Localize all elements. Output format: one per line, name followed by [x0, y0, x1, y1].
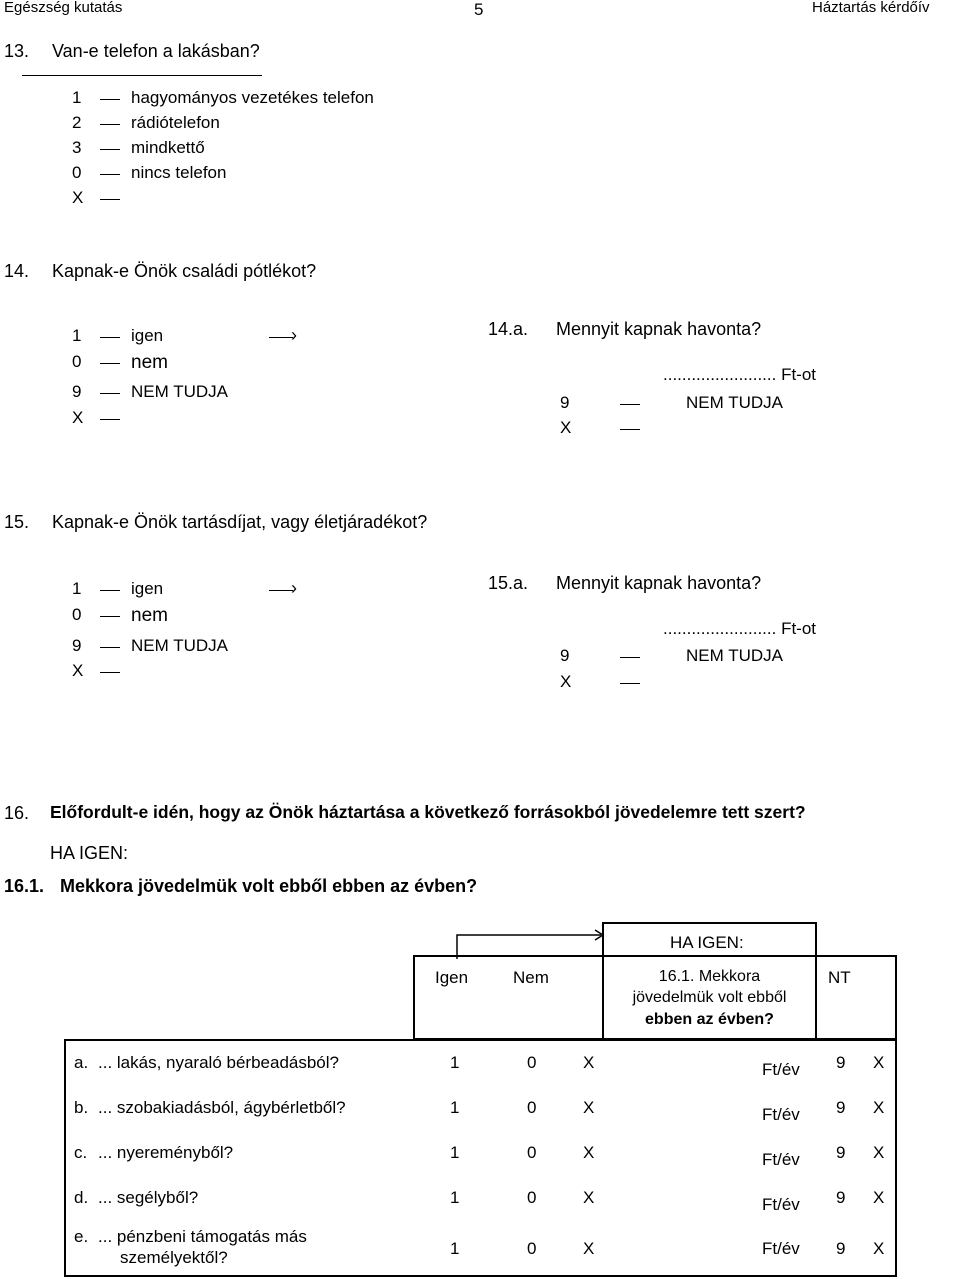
q14-option-code[interactable]: 1 [72, 326, 82, 345]
q15-option-label: nem [131, 605, 168, 626]
q15a-opt-code[interactable]: 9 [560, 646, 570, 665]
row-label: ... szobakiadásból, ágybérletből? [98, 1098, 346, 1117]
dash-mark [100, 124, 120, 125]
q13-option-code[interactable]: 1 [72, 88, 82, 107]
col-header-nem: Nem [513, 968, 549, 987]
q14-option-label: igen [131, 326, 164, 345]
q13-text: Van-e telefon a lakásban? [52, 41, 260, 61]
q14-option-label: nem [131, 352, 168, 373]
row-label: ... pénzbeni támogatás más [98, 1227, 307, 1246]
row-nt-x[interactable]: X [873, 1188, 885, 1207]
row-label: ... nyereményből? [98, 1143, 234, 1162]
row-code-x[interactable]: X [583, 1239, 595, 1258]
q14-option-code[interactable]: 9 [72, 382, 82, 401]
row-amount-unit[interactable]: Ft/év [762, 1060, 800, 1079]
q13-option-code[interactable]: X [72, 188, 84, 207]
row-amount-unit[interactable]: Ft/év [762, 1239, 800, 1258]
q13-rule [22, 75, 262, 76]
row-code-nem[interactable]: 0 [527, 1188, 537, 1207]
dash-mark [100, 337, 120, 338]
page-number: 5 [474, 0, 484, 19]
q16-1-text: Mekkora jövedelmük volt ebből ebben az évben? [60, 876, 478, 896]
row-nt-9[interactable]: 9 [836, 1098, 846, 1117]
dash-mark [100, 590, 120, 591]
q14a-amount[interactable]: ........................ Ft-ot [663, 365, 817, 384]
row-letter: b. [74, 1098, 89, 1117]
q15a-opt-code[interactable]: X [560, 672, 572, 691]
row-amount-unit[interactable]: Ft/év [762, 1150, 800, 1169]
row-amount-unit[interactable]: Ft/év [762, 1105, 800, 1124]
dash-mark [100, 647, 120, 648]
row-code-x[interactable]: X [583, 1053, 595, 1072]
q13-option-code[interactable]: 0 [72, 163, 82, 182]
dash-mark [620, 404, 640, 405]
q14a-opt-label: NEM TUDJA [686, 393, 783, 412]
q13-option-label: rádiótelefon [131, 113, 220, 132]
row-code-igen[interactable]: 1 [450, 1188, 460, 1207]
q16-1-number: 16.1. [4, 876, 45, 896]
row-amount-unit[interactable]: Ft/év [762, 1195, 800, 1214]
row-nt-9[interactable]: 9 [836, 1143, 846, 1162]
dash-mark [100, 199, 120, 200]
q14-text: Kapnak-e Önök családi pótlékot? [52, 261, 317, 281]
row-code-nem[interactable]: 0 [527, 1098, 537, 1117]
table-head-ha-igen: HA IGEN: [670, 933, 744, 952]
row-code-igen[interactable]: 1 [450, 1239, 460, 1258]
q15-text: Kapnak-e Önök tartásdíjat, vagy életjáradékot? [52, 512, 428, 532]
q13-option-label: mindkettő [131, 138, 205, 157]
row-code-igen[interactable]: 1 [450, 1143, 460, 1162]
q14-number: 14. [4, 261, 30, 281]
q14a-opt-code[interactable]: 9 [560, 393, 570, 412]
arrow-right-icon: › [291, 578, 297, 598]
row-code-nem[interactable]: 0 [527, 1239, 537, 1258]
row-code-x[interactable]: X [583, 1143, 595, 1162]
dash-mark [100, 149, 120, 150]
row-code-nem[interactable]: 0 [527, 1143, 537, 1162]
q15-option-label: igen [131, 579, 164, 598]
col-header-igen: Igen [435, 968, 469, 987]
q15a-text: Mennyit kapnak havonta? [556, 573, 762, 593]
row-nt-x[interactable]: X [873, 1239, 885, 1258]
col-header-amount-2: jövedelmük volt ebből [632, 989, 787, 1006]
dash-mark [100, 393, 120, 394]
q13-option-code[interactable]: 3 [72, 138, 82, 157]
row-letter: e. [74, 1227, 89, 1246]
col-header-amount-3: ebben az évben? [645, 1011, 774, 1028]
q15-option-code[interactable]: 1 [72, 579, 82, 598]
header-left: Egészség kutatás [4, 0, 123, 16]
q14a-text: Mennyit kapnak havonta? [556, 319, 762, 339]
dash-mark [620, 429, 640, 430]
q15a-number: 15.a. [488, 573, 529, 593]
q15a-opt-label: NEM TUDJA [686, 646, 783, 665]
row-nt-9[interactable]: 9 [836, 1239, 846, 1258]
row-nt-9[interactable]: 9 [836, 1188, 846, 1207]
q16-text: Előfordult-e idén, hogy az Önök háztartása a következő forrásokból jövedelemre tett szert? [50, 802, 806, 822]
q13-option-label: hagyományos vezetékes telefon [131, 88, 374, 107]
row-code-igen[interactable]: 1 [450, 1098, 460, 1117]
q14a-number: 14.a. [488, 319, 529, 339]
q13-option-label: nincs telefon [131, 163, 227, 182]
row-code-x[interactable]: X [583, 1098, 595, 1117]
q15-option-code[interactable]: X [72, 661, 84, 680]
arrow-right-icon: › [291, 325, 297, 345]
row-nt-9[interactable]: 9 [836, 1053, 846, 1072]
dash-mark [620, 683, 640, 684]
dash-mark [100, 174, 120, 175]
q15-number: 15. [4, 512, 30, 532]
header-right: Háztartás kérdőív [812, 0, 930, 16]
row-label: ... lakás, nyaraló bérbeadásból? [98, 1053, 339, 1072]
q14-option-code[interactable]: X [72, 408, 84, 427]
dash-mark [100, 363, 120, 364]
dash-mark [100, 616, 120, 617]
q14-option-label: NEM TUDJA [131, 382, 228, 401]
arrow-line [269, 337, 293, 338]
dash-mark [100, 419, 120, 420]
q15-option-code[interactable]: 9 [72, 636, 82, 655]
row-nt-x[interactable]: X [873, 1098, 885, 1117]
q15-option-code[interactable]: 0 [72, 605, 82, 624]
row-letter: c. [74, 1143, 88, 1162]
row-code-x[interactable]: X [583, 1188, 595, 1207]
table-head-divider [815, 955, 817, 1040]
arrow-line [269, 590, 293, 591]
row-code-igen[interactable]: 1 [450, 1053, 460, 1072]
q13-option-code[interactable]: 2 [72, 113, 82, 132]
row-nt-x[interactable]: X [873, 1143, 885, 1162]
col-header-nt: NT [828, 968, 851, 987]
q13-number: 13. [4, 41, 30, 61]
dash-mark [100, 99, 120, 100]
row-letter: d. [74, 1188, 89, 1207]
dash-mark [620, 657, 640, 658]
row-label-cont: személyektől? [120, 1248, 228, 1267]
q16-ha-igen: HA IGEN: [50, 843, 129, 863]
row-letter: a. [74, 1053, 89, 1072]
q15-option-label: NEM TUDJA [131, 636, 228, 655]
q14a-opt-code[interactable]: X [560, 418, 572, 437]
row-nt-x[interactable]: X [873, 1053, 885, 1072]
q15a-amount[interactable]: ........................ Ft-ot [663, 619, 817, 638]
row-label: ... segélyből? [98, 1188, 199, 1207]
row-code-nem[interactable]: 0 [527, 1053, 537, 1072]
q14-option-code[interactable]: 0 [72, 352, 82, 371]
q16-number: 16. [4, 803, 30, 823]
col-header-amount-1: 16.1. Mekkora [658, 968, 761, 985]
dash-mark [100, 672, 120, 673]
